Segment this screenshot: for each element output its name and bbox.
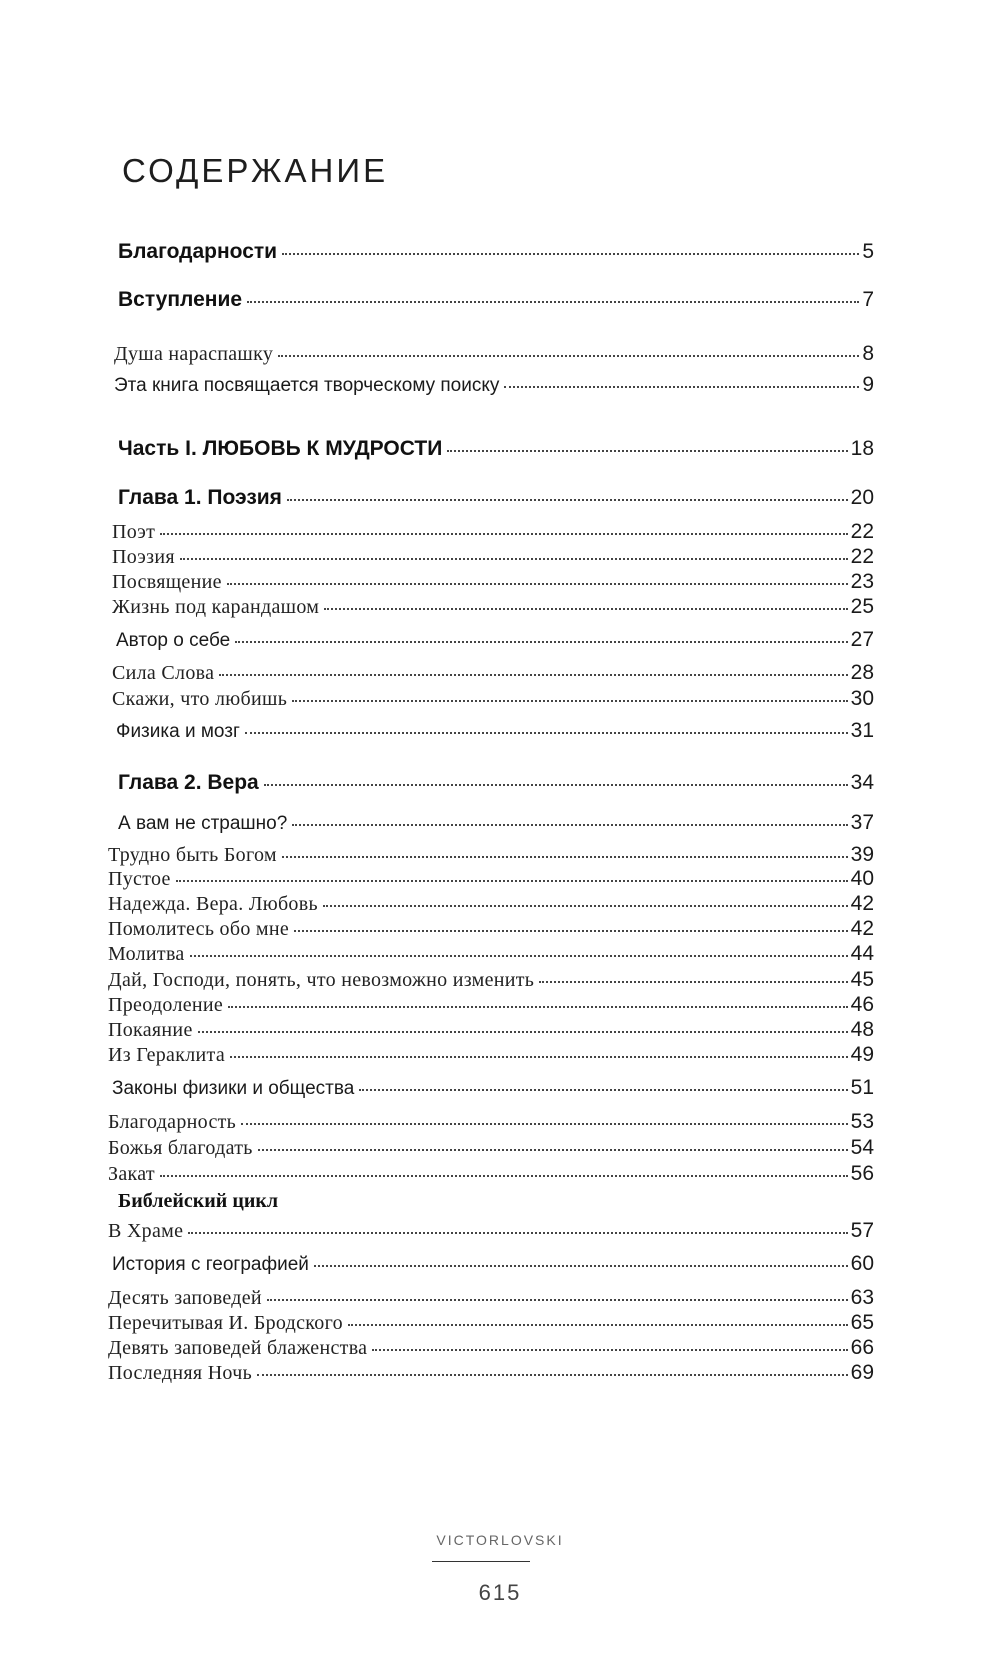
toc-entry bbox=[112, 570, 874, 594]
toc-entry-page: 56 bbox=[850, 1162, 874, 1185]
toc-entry-title: Покаяние bbox=[108, 1019, 193, 1041]
toc-entry-title: Поэзия bbox=[112, 546, 175, 568]
toc-entry bbox=[118, 811, 874, 835]
toc-entry-page: 66 bbox=[850, 1336, 874, 1359]
dot-leader bbox=[198, 1031, 848, 1033]
toc-entry bbox=[118, 437, 874, 461]
toc-entry-page: 25 bbox=[850, 595, 874, 618]
toc-entry-page: 53 bbox=[850, 1110, 874, 1133]
toc-entry-page: 65 bbox=[850, 1311, 874, 1334]
dot-leader bbox=[230, 1056, 848, 1058]
toc-entry bbox=[118, 240, 874, 264]
toc-entry-title: Молитва bbox=[108, 943, 185, 965]
toc-entry-page: 22 bbox=[850, 520, 874, 543]
toc-entry-title: Душа нараспашку bbox=[114, 343, 274, 365]
toc-entry bbox=[112, 661, 874, 685]
toc-entry-title: Божья благодать bbox=[108, 1137, 253, 1159]
page-title: СОДЕРЖАНИЕ bbox=[122, 152, 389, 189]
toc-entry-title: В Храме bbox=[108, 1220, 184, 1242]
dot-leader bbox=[190, 955, 848, 957]
toc-entry bbox=[116, 628, 874, 652]
toc-entry-page: 28 bbox=[850, 661, 874, 684]
toc-entry-title: Десять заповедей bbox=[108, 1287, 262, 1309]
toc-entry-page: 69 bbox=[850, 1361, 874, 1384]
toc-entry-page: 31 bbox=[850, 719, 874, 742]
dot-leader bbox=[258, 1149, 848, 1151]
dot-leader bbox=[359, 1089, 847, 1091]
dot-leader bbox=[219, 674, 847, 676]
toc-entry-title: Благодарность bbox=[108, 1111, 237, 1133]
toc-entry bbox=[108, 1336, 874, 1360]
dot-leader bbox=[292, 824, 847, 826]
publisher-brand: VICTORLOVSKI bbox=[436, 1532, 564, 1548]
toc-entry-page: 42 bbox=[850, 917, 874, 940]
toc-entry bbox=[108, 1043, 874, 1067]
dot-leader bbox=[267, 1299, 848, 1301]
toc-entry-page: 23 bbox=[850, 570, 874, 593]
toc-entry bbox=[112, 520, 874, 544]
dot-leader bbox=[447, 450, 847, 452]
dot-leader bbox=[294, 930, 848, 932]
toc-entry-page: 48 bbox=[850, 1018, 874, 1041]
toc-entry bbox=[108, 1311, 874, 1335]
toc-entry bbox=[118, 288, 874, 312]
toc-entry-page: 27 bbox=[850, 628, 874, 651]
toc-entry-page: 22 bbox=[850, 545, 874, 568]
dot-leader bbox=[282, 856, 848, 858]
dot-leader bbox=[176, 880, 848, 882]
toc-entry-page: 9 bbox=[862, 373, 874, 396]
toc-entry-title: Перечитывая И. Бродского bbox=[108, 1312, 343, 1334]
toc-entry-title: История с географией bbox=[112, 1254, 309, 1275]
toc-entry-title: Часть I. ЛЮБОВЬ К МУДРОСТИ bbox=[118, 437, 443, 460]
toc-entry bbox=[114, 342, 874, 366]
toc-entry-title: Скажи, что любишь bbox=[112, 688, 288, 710]
dot-leader bbox=[539, 981, 847, 983]
toc-entry-page: 8 bbox=[862, 342, 874, 365]
toc-entry-page: 39 bbox=[850, 843, 874, 866]
toc-entry bbox=[116, 719, 874, 743]
toc-entry-title: Трудно быть Богом bbox=[108, 844, 277, 866]
dot-leader bbox=[188, 1232, 847, 1234]
toc-entry bbox=[108, 1018, 874, 1042]
toc-entry-page: 51 bbox=[850, 1076, 874, 1099]
toc-entry-title: Посвящение bbox=[112, 571, 222, 593]
toc-entry-title: Девять заповедей блаженства bbox=[108, 1337, 368, 1359]
toc-entry-title: Поэт bbox=[112, 521, 156, 543]
toc-entry-page: 42 bbox=[850, 892, 874, 915]
toc-entry bbox=[108, 1162, 874, 1186]
toc-entry-title: Автор о себе bbox=[116, 630, 231, 651]
footer-divider bbox=[432, 1561, 530, 1562]
dot-leader bbox=[160, 1175, 848, 1177]
toc-entry-title: Сила Слова bbox=[112, 662, 215, 684]
toc-entry bbox=[108, 867, 874, 891]
toc-entry-page: 30 bbox=[850, 687, 874, 710]
toc-entry bbox=[108, 917, 874, 941]
toc-entry-page: 40 bbox=[850, 867, 874, 890]
toc-entry-title: Физика и мозг bbox=[116, 721, 240, 742]
toc-entry-page: 49 bbox=[850, 1043, 874, 1066]
toc-entry-title: Из Гераклита bbox=[108, 1044, 225, 1066]
dot-leader bbox=[278, 355, 859, 357]
toc-entry bbox=[108, 942, 874, 966]
toc-entry-title: Преодоление bbox=[108, 994, 224, 1016]
toc-entry-title: Глава 1. Поэзия bbox=[118, 486, 282, 509]
toc-entry-title: Вступление bbox=[118, 288, 243, 311]
toc-entry-page: 46 bbox=[850, 993, 874, 1016]
toc-entry bbox=[108, 1286, 874, 1310]
toc-entry bbox=[108, 892, 874, 916]
toc-entry-title: Надежда. Вера. Любовь bbox=[108, 893, 318, 915]
toc-entry bbox=[108, 1136, 874, 1160]
toc-entry-page: 18 bbox=[850, 437, 874, 460]
dot-leader bbox=[287, 499, 848, 501]
dot-leader bbox=[292, 700, 848, 702]
toc-entry bbox=[108, 1361, 874, 1385]
toc-entry-title: Закат bbox=[108, 1163, 155, 1185]
toc-entry-title: А вам не страшно? bbox=[118, 813, 288, 834]
toc-entry-page: 5 bbox=[862, 240, 874, 263]
dot-leader bbox=[227, 583, 848, 585]
toc-entry-page: 45 bbox=[850, 968, 874, 991]
dot-leader bbox=[314, 1265, 848, 1267]
toc-entry bbox=[114, 373, 874, 397]
toc-entry-title: Пустое bbox=[108, 868, 171, 890]
dot-leader bbox=[235, 641, 847, 643]
section-heading-bible-cycle: Библейский цикл bbox=[118, 1190, 279, 1212]
dot-leader bbox=[324, 608, 847, 610]
toc-entry bbox=[118, 486, 874, 510]
dot-leader bbox=[282, 253, 859, 255]
dot-leader bbox=[247, 301, 859, 303]
toc-entry bbox=[112, 595, 874, 619]
toc-entry-page: 63 bbox=[850, 1286, 874, 1309]
dot-leader bbox=[504, 386, 859, 388]
toc-entry bbox=[108, 843, 874, 867]
toc-entry-page: 7 bbox=[862, 288, 874, 311]
toc-entry-title: Последняя Ночь bbox=[108, 1362, 252, 1384]
dot-leader bbox=[264, 784, 848, 786]
toc-entry bbox=[112, 687, 874, 711]
toc-entry-page: 57 bbox=[850, 1219, 874, 1242]
toc-entry bbox=[108, 1219, 874, 1243]
page-number: 615 bbox=[478, 1580, 522, 1605]
toc-entry-page: 37 bbox=[850, 811, 874, 834]
dot-leader bbox=[348, 1324, 848, 1326]
toc-entry-title: Глава 2. Вера bbox=[118, 771, 259, 794]
dot-leader bbox=[180, 558, 848, 560]
toc-entry-title: Законы физики и общества bbox=[112, 1078, 355, 1099]
toc-entry bbox=[108, 968, 874, 992]
dot-leader bbox=[245, 732, 848, 734]
toc-entry-title: Помолитесь обо мне bbox=[108, 918, 290, 940]
toc-entry bbox=[108, 1110, 874, 1134]
toc-entry-page: 34 bbox=[850, 771, 874, 794]
toc-entry-page: 44 bbox=[850, 942, 874, 965]
toc-entry bbox=[112, 1252, 874, 1276]
dot-leader bbox=[228, 1006, 848, 1008]
toc-entry-title: Благодарности bbox=[118, 240, 278, 263]
dot-leader bbox=[257, 1374, 848, 1376]
toc-entry bbox=[108, 993, 874, 1017]
toc-entry-page: 60 bbox=[850, 1252, 874, 1275]
dot-leader bbox=[160, 533, 847, 535]
toc-entry bbox=[112, 1076, 874, 1100]
dot-leader bbox=[323, 905, 848, 907]
toc-entry-title: Дай, Господи, понять, что невозможно изменить bbox=[108, 969, 535, 991]
dot-leader bbox=[241, 1123, 848, 1125]
toc-entry-title: Жизнь под карандашом bbox=[112, 596, 320, 618]
toc-entry-page: 20 bbox=[850, 486, 874, 509]
toc-entry bbox=[112, 545, 874, 569]
toc-entry-page: 54 bbox=[850, 1136, 874, 1159]
toc-entry bbox=[118, 771, 874, 795]
dot-leader bbox=[372, 1349, 847, 1351]
toc-entry-title: Эта книга посвящается творческому поиску bbox=[114, 375, 500, 396]
